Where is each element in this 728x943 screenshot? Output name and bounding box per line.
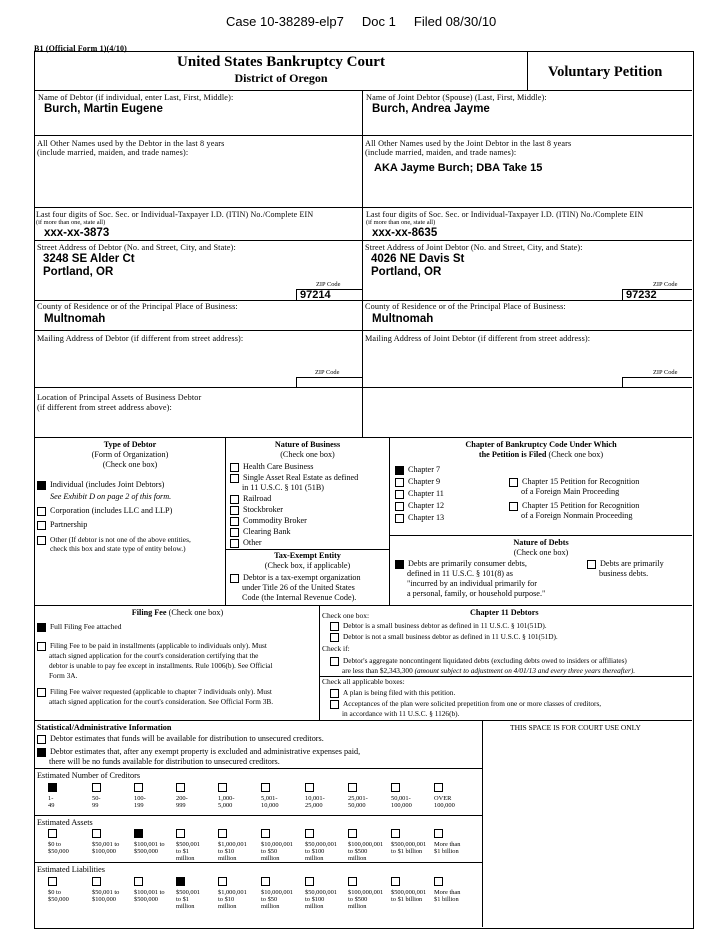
debtor-address-line1: 3248 SE Alder Ct — [43, 253, 135, 265]
checkbox-chapter-9[interactable] — [395, 478, 404, 487]
joint-address-label: Street Address of Joint Debtor (No. and Street, City, and State): — [365, 243, 583, 252]
liabilities-range-label: $500,001 — [176, 889, 200, 896]
creditors-range-label: 50- — [92, 795, 101, 802]
liabilities-range-label: million — [218, 903, 237, 910]
creditors-range-label: 10,001- — [305, 795, 325, 802]
creditors-checkbox[interactable] — [92, 783, 101, 792]
creditors-checkbox[interactable] — [48, 783, 57, 792]
assets-range-label: million — [348, 855, 367, 862]
checkbox-funds-available[interactable] — [37, 735, 46, 744]
joint-mailing-zip-label: ZIP Code — [653, 369, 678, 376]
joint-other-names-sub: (include married, maiden, and trade names): — [365, 148, 517, 157]
checkbox-chapter-15-nonmain[interactable] — [509, 502, 518, 511]
assets-range-label: $10,000,001 — [261, 841, 293, 848]
checkbox-plan-filed[interactable] — [330, 689, 339, 698]
checkbox-fee-installments[interactable] — [37, 642, 46, 651]
liabilities-checkbox[interactable] — [134, 877, 143, 886]
assets-range-label: $500,000,001 — [391, 841, 427, 848]
assets-range-label: $50,000 — [48, 848, 69, 855]
liabilities-checkbox[interactable] — [92, 877, 101, 886]
assets-range-label: $100,000,001 — [348, 841, 384, 848]
chapter-title2: the Petition is Filed — [478, 450, 547, 459]
tax-exempt-line2: under Title 26 of the United States — [242, 583, 355, 592]
court-title: United States Bankruptcy Court — [177, 54, 385, 70]
debtor-name: Burch, Martin Eugene — [44, 103, 163, 115]
nature-sub: (Check one box) — [280, 450, 335, 459]
liabilities-range-label: $100,000 — [92, 896, 116, 903]
creditors-range-label: 50,001- — [391, 795, 411, 802]
checkbox-individual[interactable] — [37, 481, 46, 490]
liabilities-range-label: to $10 — [218, 896, 235, 903]
liabilities-range-label: $10,000,001 — [261, 889, 293, 896]
assets-range-label: to $1 billion — [391, 848, 423, 855]
joint-zip: 97232 — [626, 289, 657, 301]
checkbox-health-care[interactable] — [230, 463, 239, 472]
business-line2: business debts. — [599, 569, 649, 578]
liabilities-range-label: $1 billion — [434, 896, 459, 903]
creditors-range-label: 100- — [134, 795, 146, 802]
creditors-range-label: 25,001- — [348, 795, 368, 802]
debtor-other-names-label: All Other Names used by the Debtor in the last 8 years — [37, 139, 225, 148]
assets-range-label: $1 billion — [434, 848, 459, 855]
checkbox-single-asset[interactable] — [230, 474, 239, 483]
chapter-9[interactable]: Chapter 9 — [395, 477, 440, 487]
joint-name-label: Name of Joint Debtor (Spouse) (Last, First, Middle): — [366, 93, 547, 102]
liabilities-checkbox[interactable] — [305, 877, 314, 886]
assets-checkbox[interactable] — [218, 829, 227, 838]
checkbox-chapter-13[interactable] — [395, 514, 404, 523]
assets-range-label: $50,000,001 — [305, 841, 337, 848]
type-of-debtor-sub2: (Check one box) — [102, 460, 158, 469]
liabilities-checkbox[interactable] — [434, 877, 443, 886]
nature-title: Nature of Business — [274, 440, 341, 449]
ch11-check-all: Check all applicable boxes: — [322, 677, 405, 686]
debtor-county: Multnomah — [44, 313, 106, 325]
type-exhibit-d: See Exhibit D on page 2 of this form. — [50, 492, 172, 501]
debts-business[interactable]: Debts are primarily — [587, 559, 664, 569]
checkbox-chapter-7[interactable] — [395, 466, 404, 475]
creditors-range-label: 100,000 — [391, 802, 412, 809]
chapter-12[interactable]: Chapter 12 — [395, 501, 444, 511]
fee-installments[interactable]: Filing Fee to be paid in installments (applicable to individuals only). Must — [37, 641, 267, 651]
assets-range-label: $50,001 to — [92, 841, 120, 848]
creditors-range-label: 999 — [176, 802, 186, 809]
liabilities-range-label: million — [305, 903, 324, 910]
checkbox-tax-exempt[interactable] — [230, 574, 239, 583]
assets-checkbox[interactable] — [48, 829, 57, 838]
chapter-15-nonmain[interactable]: Chapter 15 Petition for Recognition — [509, 501, 639, 511]
ch11-aggregate-2b: (amount subject to adjustment on 4/01/13 and every three years thereafter). — [414, 666, 636, 675]
liabilities-label: Estimated Liabilities — [37, 865, 105, 874]
liabilities-range-label: to $500 — [348, 896, 368, 903]
debtor-ssn-sub: (if more than one, state all) — [36, 219, 106, 226]
joint-county: Multnomah — [372, 313, 434, 325]
fee-waiver-2: attach signed application for the court's consideration. See Official Form 3B. — [49, 697, 274, 706]
ch11-check-if: Check if: — [322, 644, 350, 653]
checkbox-corporation[interactable] — [37, 507, 46, 516]
chapter-15-main[interactable]: Chapter 15 Petition for Recognition — [509, 477, 639, 487]
checkbox-not-small-business[interactable] — [330, 633, 339, 642]
joint-address-line2: Portland, OR — [371, 266, 442, 278]
creditors-label: Estimated Number of Creditors — [37, 771, 141, 780]
assets-range-label: million — [261, 855, 280, 862]
assets-range-label: to $100 — [305, 848, 325, 855]
checkbox-no-funds[interactable] — [37, 748, 46, 757]
assets-range-label: $0 to — [48, 841, 61, 848]
checkbox-consumer-debts[interactable] — [395, 560, 404, 569]
court-use-only: THIS SPACE IS FOR COURT USE ONLY — [510, 723, 641, 732]
checkbox-clearing-bank[interactable] — [230, 528, 239, 537]
ch11-check-one: Check one box: — [322, 611, 370, 620]
assets-range-label: to $1 — [176, 848, 189, 855]
liabilities-range-label: million — [176, 903, 195, 910]
ch11-not-small[interactable]: Debtor is not a small business debtor as defined in 11 U.S.C. § 101(51D). — [330, 632, 558, 642]
type-of-debtor-sub1: (Form of Organization) — [91, 450, 169, 459]
ch11-aggregate-2a: are less than $2,343,300 — [342, 666, 413, 675]
nature-of-debts-title: Nature of Debts — [513, 538, 569, 547]
ch11-small[interactable]: Debtor is a small business debtor as defined in 11 U.S.C. § 101(51D). — [330, 621, 547, 631]
nature-of-debts-sub: (Check one box) — [513, 548, 569, 557]
debtor-address-line2: Portland, OR — [43, 266, 114, 278]
assets-checkbox[interactable] — [305, 829, 314, 838]
debtor-mailing-zip-label: ZIP Code — [315, 369, 340, 376]
voluntary-petition-title: Voluntary Petition — [548, 64, 663, 80]
checkbox-small-business[interactable] — [330, 622, 339, 631]
liabilities-checkbox[interactable] — [348, 877, 357, 886]
liabilities-range-label: to $100 — [305, 896, 325, 903]
creditors-range-label: 99 — [92, 802, 99, 809]
checkbox-other-entity[interactable] — [37, 536, 46, 545]
creditors-range-label: 1,000- — [218, 795, 235, 802]
creditors-range-label: 10,000 — [261, 802, 279, 809]
liabilities-checkbox[interactable] — [261, 877, 270, 886]
liabilities-range-label: $50,000 — [48, 896, 69, 903]
liabilities-range-label: $100,001 to — [134, 889, 165, 896]
tax-exempt-sub: (Check box, if applicable) — [264, 561, 351, 570]
tax-exempt-option[interactable]: Debtor is a tax-exempt organization — [230, 573, 361, 583]
nob-single-asset[interactable]: Single Asset Real Estate as defined — [230, 473, 358, 483]
liabilities-range-label: $50,001 to — [92, 889, 120, 896]
nob-stockbroker[interactable]: Stockbroker — [230, 505, 283, 515]
assets-range-label: More than — [434, 841, 461, 848]
debtor-ssn: xxx-xx-3873 — [44, 227, 110, 239]
liabilities-range-label: to $1 — [176, 896, 189, 903]
form-id: B1 (Official Form 1)(4/10) — [34, 44, 127, 53]
type-partnership[interactable]: Partnership — [37, 520, 87, 530]
assets-range-label: $1,000,001 — [218, 841, 247, 848]
fee-installments-4: Form 3A. — [49, 671, 78, 680]
liabilities-checkbox[interactable] — [218, 877, 227, 886]
location-sub: (if different from street address above): — [37, 403, 172, 412]
creditors-checkbox[interactable] — [305, 783, 314, 792]
liabilities-checkbox[interactable] — [391, 877, 400, 886]
checkbox-chapter-11[interactable] — [395, 490, 404, 499]
tax-exempt-title: Tax-Exempt Entity — [274, 551, 341, 560]
joint-ssn-sub: (if more than one, state all) — [366, 219, 436, 226]
checkbox-chapter-12[interactable] — [395, 502, 404, 511]
joint-other-names-label: All Other Names used by the Joint Debtor in the last 8 years — [365, 139, 572, 148]
nob-single-asset-sub: in 11 U.S.C. § 101 (51B) — [242, 483, 325, 492]
creditors-checkbox[interactable] — [218, 783, 227, 792]
assets-range-label: to $10 — [218, 848, 235, 855]
creditors-range-label: 25,000 — [305, 802, 323, 809]
ch11-accept[interactable]: Acceptances of the plan were solicited prepetition from one or more classes of creditors, — [330, 699, 601, 709]
stat-funds-none[interactable]: Debtor estimates that, after any exempt property is excluded and administrative expenses paid, — [37, 747, 360, 757]
assets-checkbox[interactable] — [391, 829, 400, 838]
liabilities-range-label: More than — [434, 889, 461, 896]
chapter-11[interactable]: Chapter 11 — [395, 489, 444, 499]
assets-checkbox[interactable] — [434, 829, 443, 838]
creditors-range-label: 5,001- — [261, 795, 278, 802]
creditors-checkbox[interactable] — [348, 783, 357, 792]
fee-installments-2: attach signed application for the court's consideration certifying that the — [49, 651, 259, 660]
debtor-mailing-label: Mailing Address of Debtor (if different from street address): — [37, 334, 244, 343]
joint-zip-label: ZIP Code — [653, 281, 678, 288]
type-of-debtor-title: Type of Debtor — [103, 440, 157, 449]
liabilities-range-label: million — [348, 903, 367, 910]
creditors-checkbox[interactable] — [434, 783, 443, 792]
liabilities-range-label: $50,000,001 — [305, 889, 337, 896]
liabilities-range-label: $500,000,001 — [391, 889, 427, 896]
liabilities-range-label: $0 to — [48, 889, 61, 896]
type-corporation[interactable]: Corporation (includes LLC and LLP) — [37, 506, 172, 516]
joint-ssn: xxx-xx-8635 — [372, 227, 438, 239]
creditors-range-label: 49 — [48, 802, 55, 809]
creditors-range-label: 50,000 — [348, 802, 366, 809]
assets-checkbox[interactable] — [92, 829, 101, 838]
nob-clearing[interactable]: Clearing Bank — [230, 527, 291, 537]
checkbox-stockbroker[interactable] — [230, 506, 239, 515]
nob-other[interactable]: Other — [230, 538, 262, 548]
assets-range-label: million — [218, 855, 237, 862]
debtor-county-label: County of Residence or of the Principal Place of Business: — [37, 302, 238, 311]
assets-label: Estimated Assets — [37, 818, 93, 827]
case-header: Case 10-38289-elp7 Doc 1 Filed 08/30/10 — [226, 14, 497, 29]
creditors-range-label: 199 — [134, 802, 144, 809]
checkbox-railroad[interactable] — [230, 495, 239, 504]
tax-exempt-line3: Code (the Internal Revenue Code). — [242, 593, 357, 602]
location-label: Location of Principal Assets of Business Debtor — [37, 393, 202, 402]
type-individual[interactable]: Individual (includes Joint Debtors) — [37, 480, 164, 490]
debtor-zip: 97214 — [300, 289, 331, 301]
liabilities-range-label: $100,000,001 — [348, 889, 384, 896]
creditors-range-label: 100,000 — [434, 802, 455, 809]
creditors-range-label: 1- — [48, 795, 54, 802]
debtor-zip-label: ZIP Code — [316, 281, 341, 288]
stat-funds-available[interactable]: Debtor estimates that funds will be available for distribution to unsecured creditors. — [37, 734, 324, 744]
nob-railroad[interactable]: Railroad — [230, 494, 271, 504]
chapter-15-main-sub: of a Foreign Main Proceeding — [521, 487, 620, 496]
assets-checkbox[interactable] — [176, 829, 185, 838]
assets-range-label: to $500 — [348, 848, 368, 855]
joint-address-line1: 4026 NE Davis St — [371, 253, 465, 265]
filing-fee-title: Filing Fee — [131, 608, 167, 617]
creditors-range-label: 200- — [176, 795, 188, 802]
debtor-ssn-label: Last four digits of Soc. Sec. or Individual-Taxpayer I.D. (ITIN) No./Complete EIN — [36, 210, 314, 219]
filing-fee-sub: (Check one box) — [168, 608, 224, 617]
fee-full[interactable]: Full Filing Fee attached — [37, 622, 121, 632]
chapter-13[interactable]: Chapter 13 — [395, 513, 444, 523]
creditors-range-label: 5,000 — [218, 802, 233, 809]
liabilities-range-label: million — [261, 903, 280, 910]
checkbox-business-debts[interactable] — [587, 560, 596, 569]
consumer-line2: defined in 11 U.S.C. § 101(8) as — [407, 569, 513, 578]
ch11-title: Chapter 11 Debtors — [470, 608, 539, 617]
fee-waiver[interactable]: Filing Fee waiver requested (applicable to chapter 7 individuals only). Must — [37, 687, 272, 697]
type-other-sub: check this box and state type of entity below.) — [50, 544, 186, 553]
debts-consumer[interactable]: Debts are primarily consumer debts, — [395, 559, 527, 569]
assets-range-label: million — [305, 855, 324, 862]
ch11-aggregate[interactable]: Debtor's aggregate noncontingent liquidated debts (excluding debts owed to insiders or affiliates) — [330, 656, 627, 666]
chapter-title1: Chapter of Bankruptcy Code Under Which — [465, 440, 617, 449]
checkbox-fee-waiver[interactable] — [37, 688, 46, 697]
creditors-range-label: OVER — [434, 795, 452, 802]
checkbox-full-fee[interactable] — [37, 623, 46, 632]
assets-range-label: million — [176, 855, 195, 862]
type-other[interactable]: Other (If debtor is not one of the above entities, — [37, 535, 191, 545]
liabilities-range-label: to $50 — [261, 896, 278, 903]
assets-range-label: $500,000 — [134, 848, 158, 855]
creditors-checkbox[interactable] — [391, 783, 400, 792]
joint-county-label: County of Residence or of the Principal Place of Business: — [365, 302, 566, 311]
liabilities-checkbox[interactable] — [176, 877, 185, 886]
joint-name: Burch, Andrea Jayme — [372, 103, 490, 115]
debtor-address-label: Street Address of Debtor (No. and Street, City, and State): — [37, 243, 236, 252]
fee-installments-3: debtor is unable to pay fee except in installments. Rule 1006(b). See Official — [49, 661, 273, 670]
consumer-line4: a personal, family, or household purpose." — [407, 589, 546, 598]
stat-funds-none-2: there will be no funds available for distribution to unsecured creditors. — [49, 757, 280, 766]
district-title: District of Oregon — [234, 71, 328, 85]
checkbox-commodity-broker[interactable] — [230, 517, 239, 526]
assets-checkbox[interactable] — [134, 829, 143, 838]
chapter-title-sub: (Check one box) — [548, 450, 604, 459]
nob-commodity[interactable]: Commodity Broker — [230, 516, 307, 526]
creditors-checkbox[interactable] — [176, 783, 185, 792]
creditors-checkbox[interactable] — [261, 783, 270, 792]
checkbox-chapter-15-main[interactable] — [509, 478, 518, 487]
ch11-accept-2: in accordance with 11 U.S.C. § 1126(b). — [342, 709, 460, 718]
assets-range-label: $100,001 to — [134, 841, 165, 848]
checkbox-acceptances[interactable] — [330, 700, 339, 709]
chapter-7[interactable]: Chapter 7 — [395, 465, 440, 475]
creditors-checkbox[interactable] — [134, 783, 143, 792]
liabilities-range-label: to $1 billion — [391, 896, 423, 903]
assets-checkbox[interactable] — [348, 829, 357, 838]
stat-title: Statistical/Administrative Information — [37, 723, 172, 732]
chapter-15-nonmain-sub: of a Foreign Nonmain Proceeding — [521, 511, 633, 520]
liabilities-range-label: $500,000 — [134, 896, 158, 903]
joint-mailing-label: Mailing Address of Joint Debtor (if different from street address): — [365, 334, 591, 343]
checkbox-aggregate-debts[interactable] — [330, 657, 339, 666]
assets-range-label: to $50 — [261, 848, 278, 855]
joint-ssn-label: Last four digits of Soc. Sec. or Individual-Taxpayer I.D. (ITIN) No./Complete EIN — [366, 210, 644, 219]
nob-health[interactable]: Health Care Business — [230, 462, 314, 472]
checkbox-partnership[interactable] — [37, 521, 46, 530]
assets-checkbox[interactable] — [261, 829, 270, 838]
liabilities-range-label: $1,000,001 — [218, 889, 247, 896]
assets-range-label: $500,001 — [176, 841, 200, 848]
ch11-plan[interactable]: A plan is being filed with this petition. — [330, 688, 455, 698]
assets-range-label: $100,000 — [92, 848, 116, 855]
joint-other-names: AKA Jayme Burch; DBA Take 15 — [374, 162, 543, 174]
liabilities-checkbox[interactable] — [48, 877, 57, 886]
debtor-other-names-sub: (include married, maiden, and trade names): — [37, 148, 189, 157]
checkbox-nob-other[interactable] — [230, 539, 239, 548]
debtor-name-label: Name of Debtor (if individual, enter Last, First, Middle): — [38, 93, 234, 102]
consumer-line3: "incurred by an individual primarily for — [407, 579, 537, 588]
